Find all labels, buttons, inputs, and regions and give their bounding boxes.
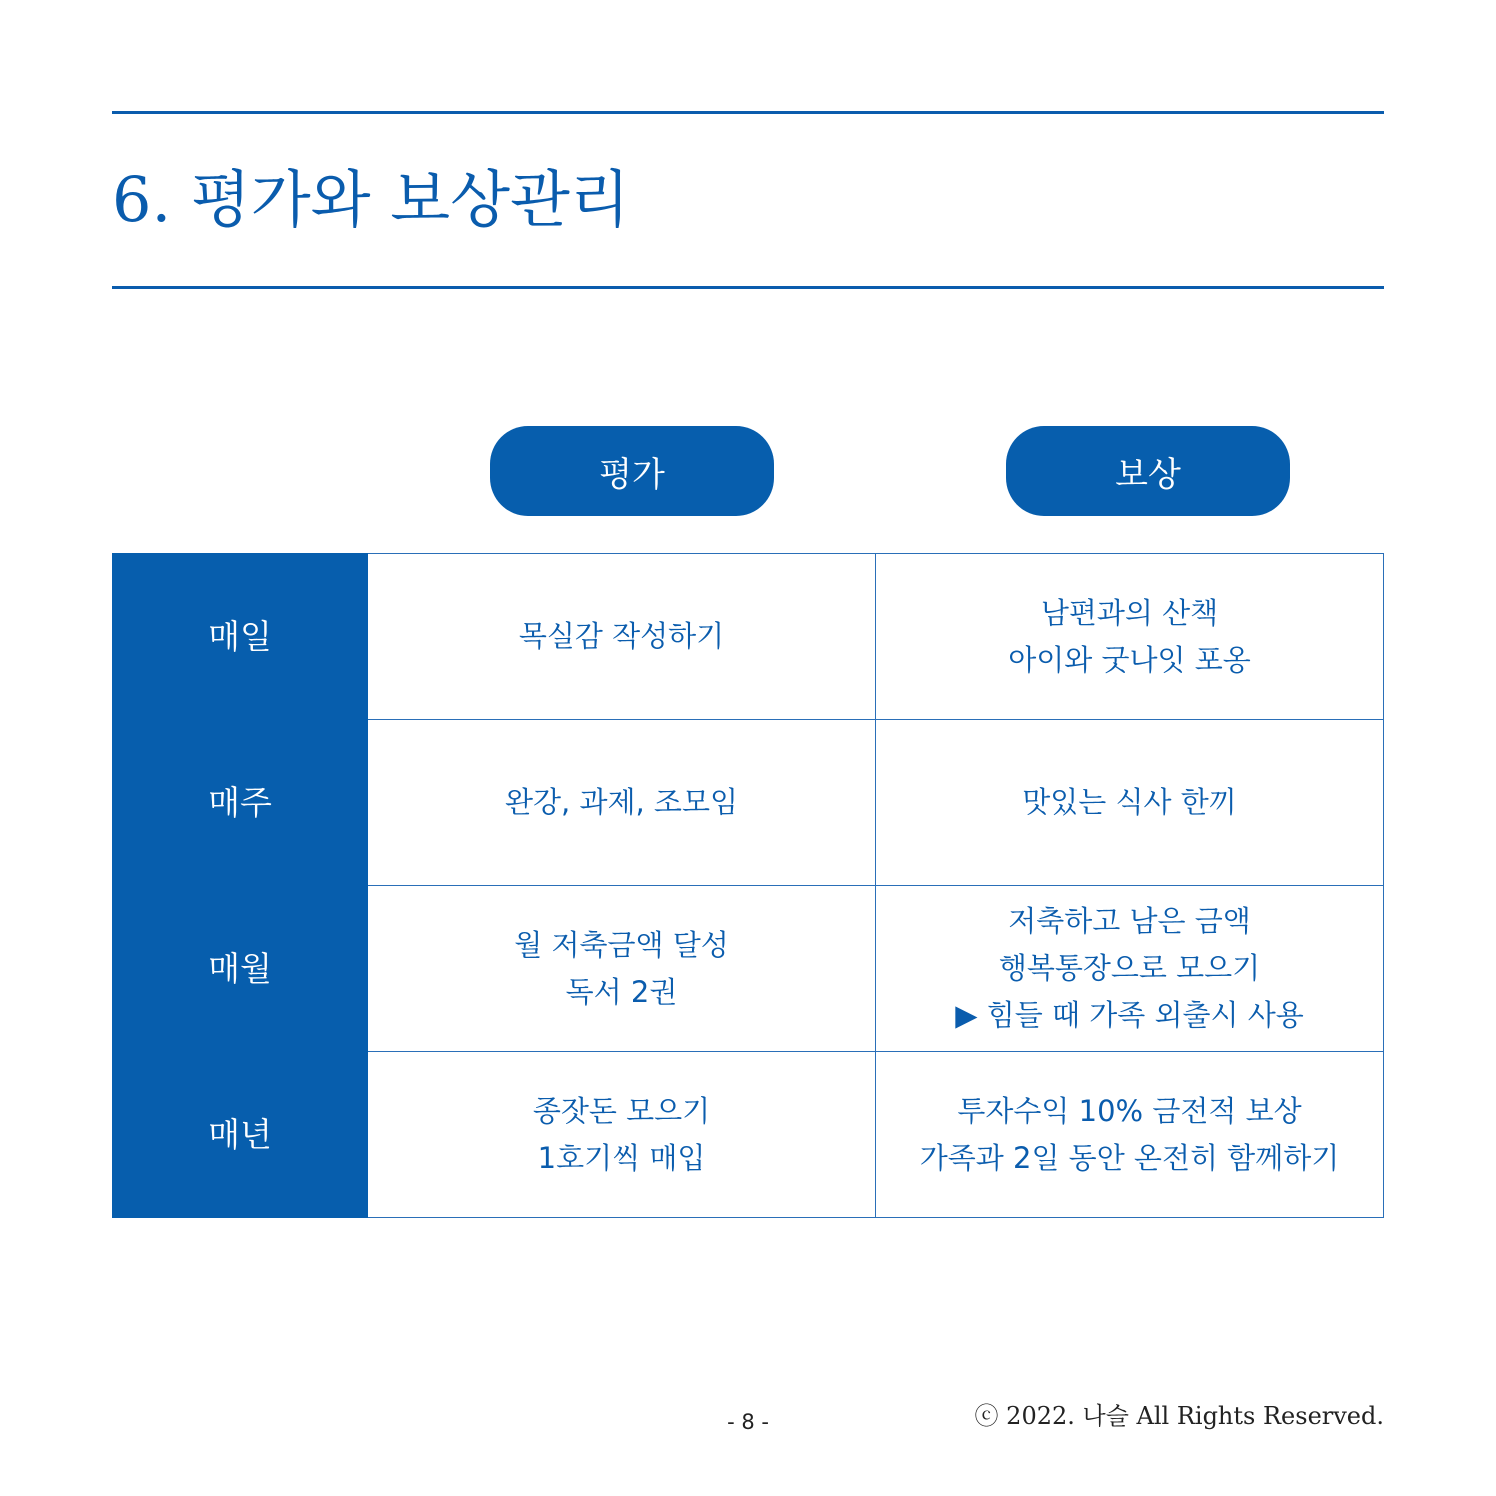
reward-cell xyxy=(876,886,1384,1052)
evaluation-reward-table xyxy=(112,553,1384,1218)
eval-line: 월 저축금액 달성 xyxy=(514,927,729,962)
eval-line: 독서 2권 xyxy=(565,974,678,1009)
table-row xyxy=(113,720,1384,886)
table-row xyxy=(113,886,1384,1052)
eval-line: 목실감 작성하기 xyxy=(518,619,725,653)
title-bottom-rule xyxy=(112,286,1384,289)
eval-cell xyxy=(368,554,876,720)
eval-line: 완강, 과제, 조모임 xyxy=(505,785,738,819)
table-row xyxy=(113,554,1384,720)
reward-line: 맛있는 식사 한끼 xyxy=(1022,785,1237,819)
reward-line: ▶ 힘들 때 가족 외출시 사용 xyxy=(955,998,1304,1032)
page-title: 6. 평가와 보상관리 xyxy=(112,163,630,236)
reward-cell xyxy=(876,720,1384,886)
reward-line: 저축하고 남은 금액 xyxy=(1008,904,1251,938)
copyright-notice: ⓒ 2022. 나슬 All Rights Reserved. xyxy=(974,1402,1384,1430)
reward-line: 아이와 굿나잇 포옹 xyxy=(1008,642,1251,677)
reward-line: 투자수익 10% 금전적 보상 xyxy=(957,1093,1302,1128)
reward-line: 행복통장으로 모으기 xyxy=(998,951,1261,985)
reward-line: 가족과 2일 동안 온전히 함께하기 xyxy=(919,1140,1340,1175)
row-header-daily: 매일 xyxy=(113,554,368,720)
eval-line: 종잣돈 모으기 xyxy=(532,1093,711,1128)
reward-line: 남편과의 산책 xyxy=(1040,595,1219,630)
title-top-rule xyxy=(112,111,1384,114)
eval-cell xyxy=(368,886,876,1052)
row-header-weekly: 매주 xyxy=(113,720,368,886)
eval-cell xyxy=(368,720,876,886)
reward-column-header: 보상 xyxy=(1006,426,1290,516)
eval-line: 1호기씩 매입 xyxy=(537,1140,706,1175)
table-row xyxy=(113,1052,1384,1218)
reward-cell xyxy=(876,1052,1384,1218)
page-number: - 8 - xyxy=(727,1410,769,1434)
row-header-yearly: 매년 xyxy=(113,1052,368,1218)
reward-cell xyxy=(876,554,1384,720)
eval-column-header: 평가 xyxy=(490,426,774,516)
row-header-monthly: 매월 xyxy=(113,886,368,1052)
eval-cell xyxy=(368,1052,876,1218)
